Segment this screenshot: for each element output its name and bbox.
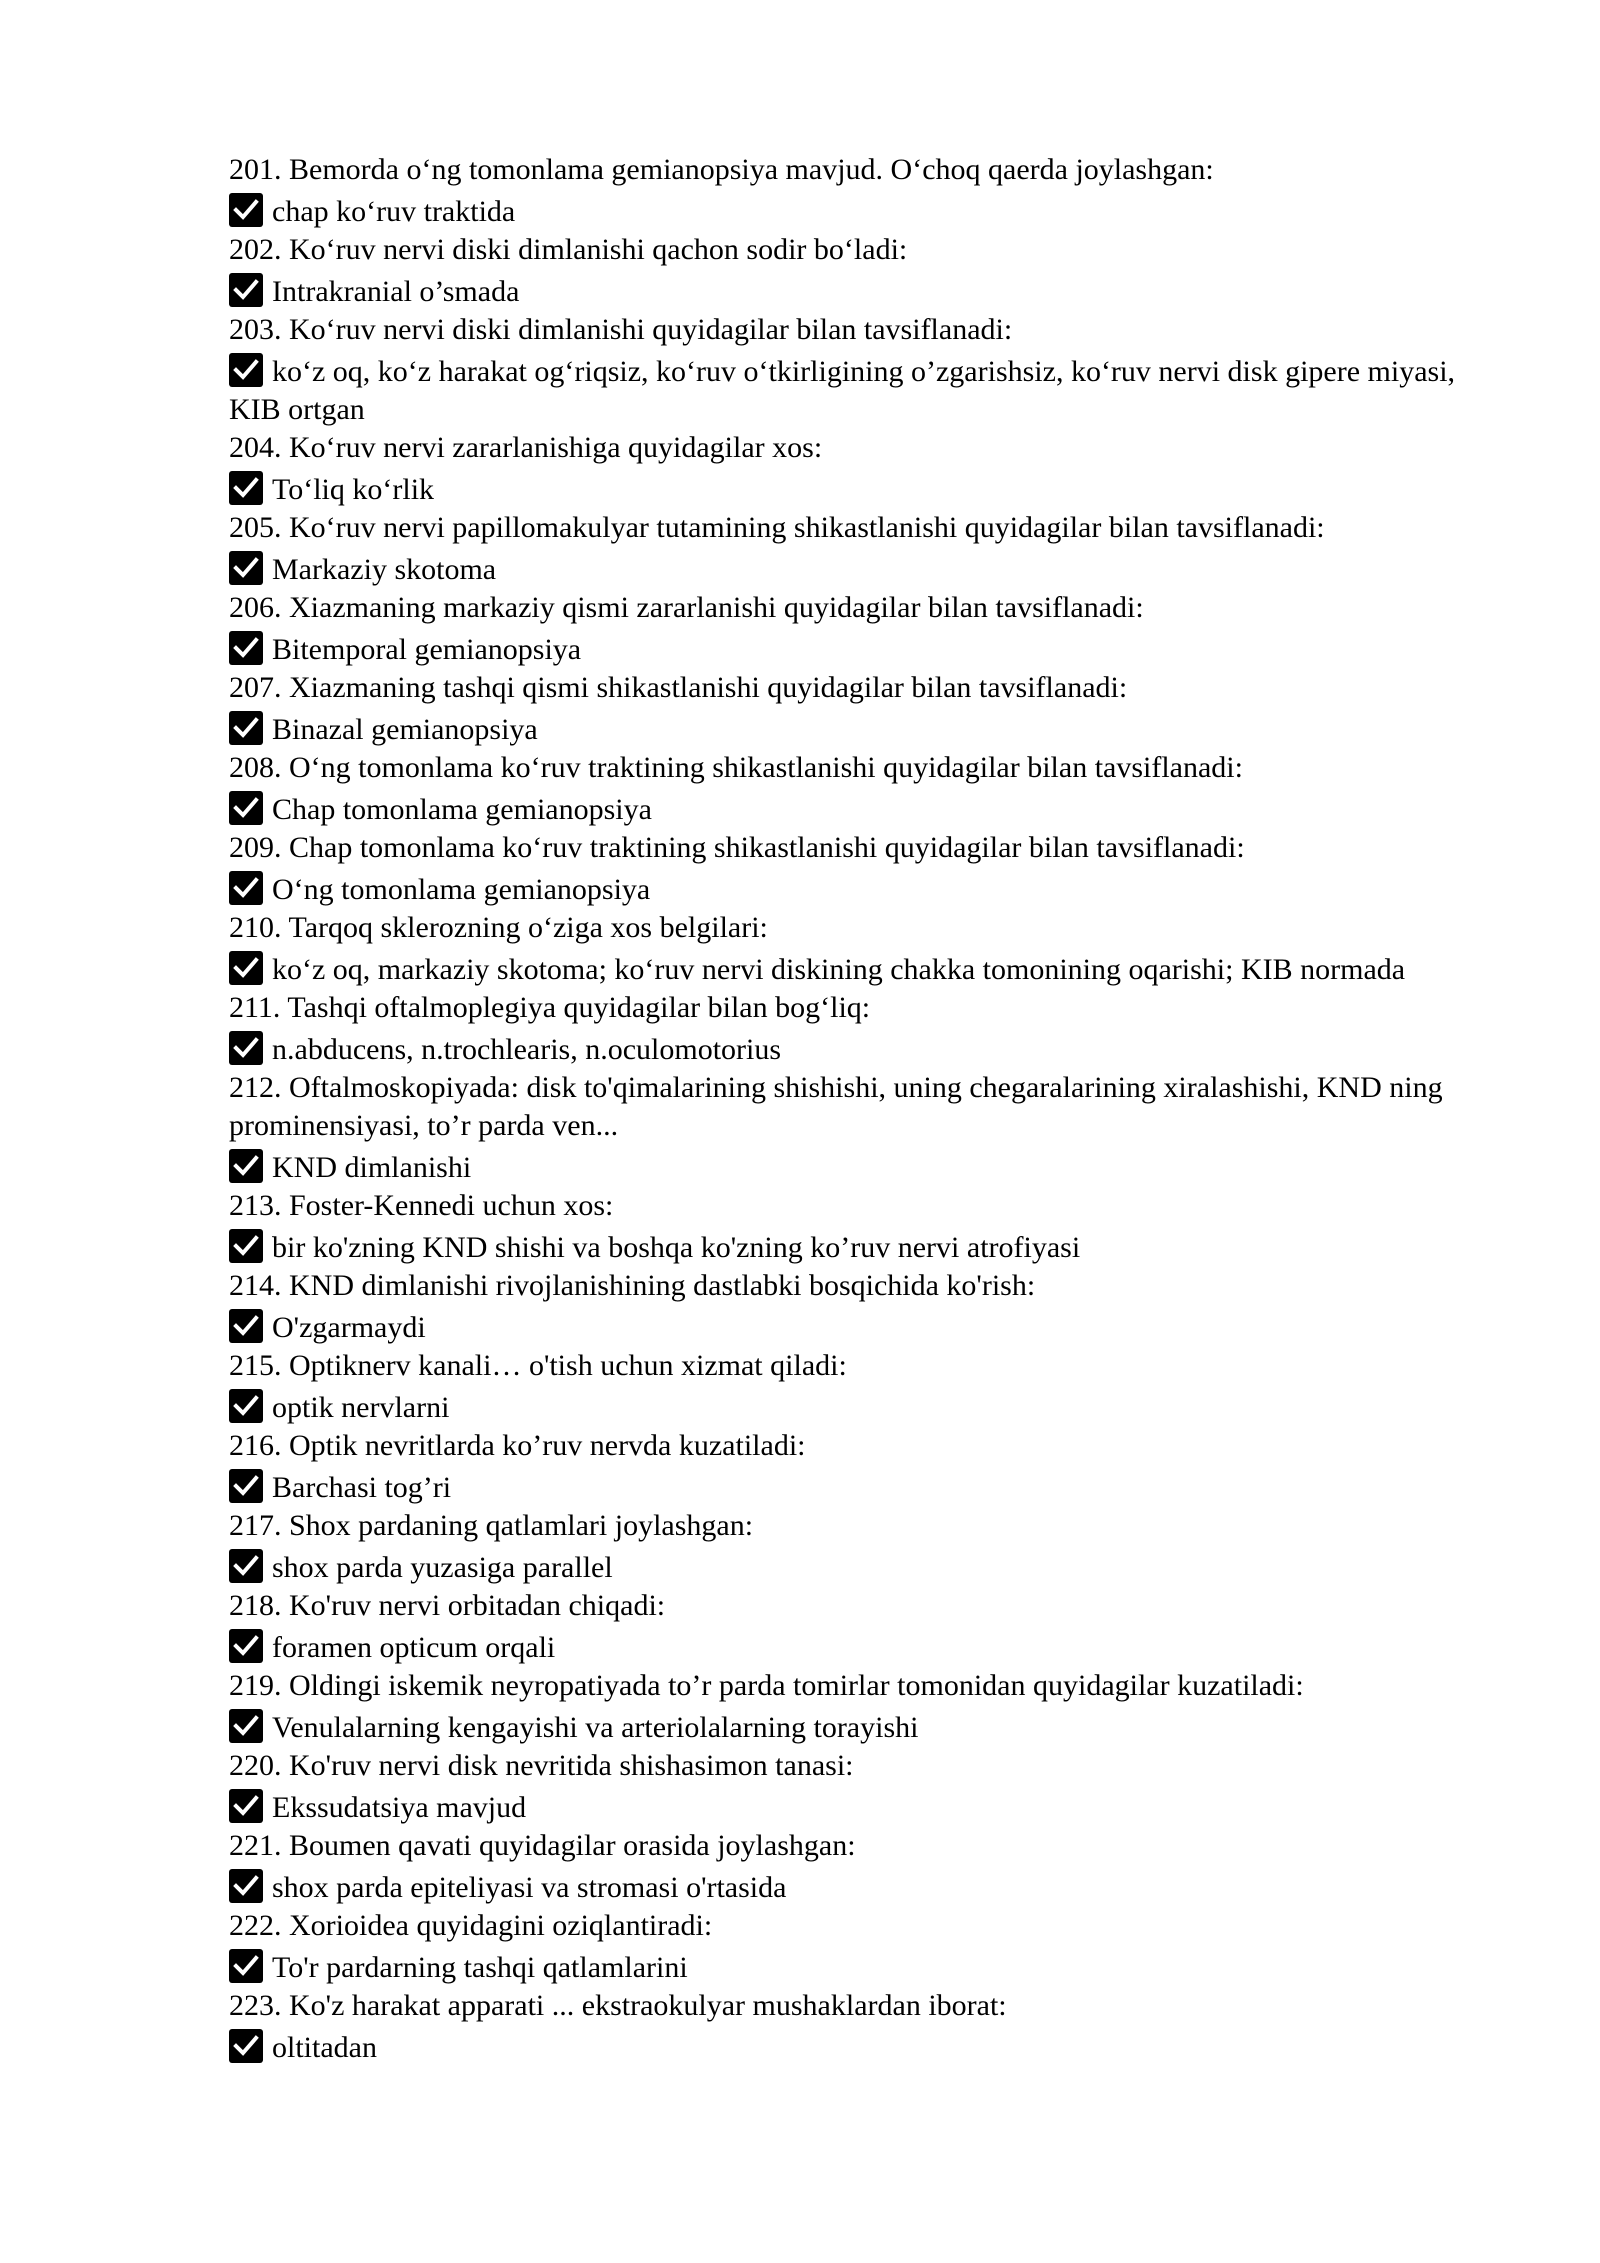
qa-item: [229, 829, 1489, 909]
answer-text: foramen opticum orqali: [272, 1631, 556, 1664]
checkbox-checked-icon: [229, 951, 263, 985]
answer-line: [229, 951, 1489, 989]
qa-item: [229, 1747, 1489, 1827]
answer-text: shox parda yuzasiga parallel: [272, 1551, 613, 1584]
qa-item: [229, 589, 1489, 669]
qa-item: [229, 1427, 1489, 1507]
question-text: 212. Oftalmoskopiyada: disk to'qimalarining shishishi, uning chegaralarining xiralashishi, KND ning prominensiyasi, to’r parda ven...: [229, 1071, 1443, 1142]
answer-text: oltitadan: [272, 2031, 377, 2064]
question-text: 203. Ko‘ruv nervi diski dimlanishi quyidagilar bilan tavsiflanadi:: [229, 313, 1013, 346]
question-text: 217. Shox pardaning qatlamlari joylashgan:: [229, 1509, 754, 1542]
qa-item: [229, 429, 1489, 509]
answer-text: KND dimlanishi: [272, 1151, 472, 1184]
checkbox-checked-icon: [229, 1549, 263, 1583]
checkbox-checked-icon: [229, 871, 263, 905]
qa-item: [229, 231, 1489, 311]
checkbox-checked-icon: [229, 631, 263, 665]
checkbox-checked-icon: [229, 193, 263, 227]
qa-item: [229, 1347, 1489, 1427]
document-page: [229, 151, 1489, 2067]
checkbox-checked-icon: [229, 1309, 263, 1343]
checkbox-checked-icon: [229, 1031, 263, 1065]
checkbox-checked-icon: [229, 1869, 263, 1903]
answer-text: Venulalarning kengayishi va arteriolalarning torayishi: [272, 1711, 919, 1744]
question-text: 216. Optik nevritlarda ko’ruv nervda kuzatiladi:: [229, 1429, 806, 1462]
answer-text: Intrakranial o’smada: [272, 275, 520, 308]
answer-text: Chap tomonlama gemianopsiya: [272, 793, 652, 826]
qa-item: [229, 1507, 1489, 1587]
question-text: 201. Bemorda o‘ng tomonlama gemianopsiya mavjud. O‘choq qaerda joylashgan:: [229, 153, 1214, 186]
qa-item: [229, 1587, 1489, 1667]
question-text: 219. Oldingi iskemik neyropatiyada to’r parda tomirlar tomonidan quyidagilar kuzatiladi:: [229, 1669, 1304, 1702]
answer-line: [229, 1469, 1489, 1507]
question-text: 210. Tarqoq sklerozning o‘ziga xos belgilari:: [229, 911, 768, 944]
qa-item: [229, 151, 1489, 231]
qa-item: [229, 1827, 1489, 1907]
answer-line: [229, 1309, 1489, 1347]
answer-text: shox parda epiteliyasi va stromasi o'rtasida: [272, 1871, 787, 1904]
checkbox-checked-icon: [229, 711, 263, 745]
qa-item: [229, 909, 1489, 989]
answer-text: O'zgarmaydi: [272, 1311, 426, 1344]
question-text: 223. Ko'z harakat apparati ... ekstraokulyar mushaklardan iborat:: [229, 1989, 1007, 2022]
answer-line: [229, 1389, 1489, 1427]
answer-text: Bitemporal gemianopsiya: [272, 633, 582, 666]
checkbox-checked-icon: [229, 2029, 263, 2063]
answer-text: To‘liq ko‘rlik: [272, 473, 435, 506]
answer-text: n.abducens, n.trochlearis, n.oculomotorius: [272, 1033, 782, 1066]
question-text: 213. Foster-Kennedi uchun xos:: [229, 1189, 614, 1222]
question-text: 208. O‘ng tomonlama ko‘ruv traktining shikastlanishi quyidagilar bilan tavsiflanadi:: [229, 751, 1243, 784]
answer-line: [229, 791, 1489, 829]
question-text: 221. Boumen qavati quyidagilar orasida joylashgan:: [229, 1829, 856, 1862]
answer-line: [229, 353, 1489, 429]
answer-text: O‘ng tomonlama gemianopsiya: [272, 873, 651, 906]
answer-text: ko‘z oq, ko‘z harakat og‘riqsiz, ko‘ruv o‘tkirligining o’zgarishsiz, ko‘ruv nervi disk gipere miyasi, KIB ortgan: [229, 355, 1456, 426]
question-text: 202. Ko‘ruv nervi diski dimlanishi qachon sodir bo‘ladi:: [229, 233, 908, 266]
answer-line: [229, 1229, 1489, 1267]
checkbox-checked-icon: [229, 1389, 263, 1423]
checkbox-checked-icon: [229, 1789, 263, 1823]
question-text: 220. Ko'ruv nervi disk nevritida shishasimon tanasi:: [229, 1749, 854, 1782]
question-text: 207. Xiazmaning tashqi qismi shikastlanishi quyidagilar bilan tavsiflanadi:: [229, 671, 1128, 704]
answer-line: [229, 711, 1489, 749]
answer-text: ko‘z oq, markaziy skotoma; ko‘ruv nervi diskining chakka tomonining oqarishi; KIB normada: [272, 953, 1406, 986]
question-text: 218. Ko'ruv nervi orbitadan chiqadi:: [229, 1589, 666, 1622]
question-text: 206. Xiazmaning markaziy qismi zararlanishi quyidagilar bilan tavsiflanadi:: [229, 591, 1144, 624]
checkbox-checked-icon: [229, 1629, 263, 1663]
answer-text: Ekssudatsiya mavjud: [272, 1791, 527, 1824]
answer-line: [229, 1149, 1489, 1187]
qa-item: [229, 1987, 1489, 2067]
checkbox-checked-icon: [229, 551, 263, 585]
checkbox-checked-icon: [229, 1469, 263, 1503]
answer-line: [229, 1629, 1489, 1667]
checkbox-checked-icon: [229, 273, 263, 307]
answer-text: bir ko'zning KND shishi va boshqa ko'zning ko’ruv nervi atrofiyasi: [272, 1231, 1081, 1264]
answer-line: [229, 193, 1489, 231]
question-text: 211. Tashqi oftalmoplegiya quyidagilar bilan bog‘liq:: [229, 991, 871, 1024]
answer-line: [229, 551, 1489, 589]
qa-item: [229, 1667, 1489, 1747]
qa-item: [229, 1069, 1489, 1187]
answer-text: Binazal gemianopsiya: [272, 713, 538, 746]
question-text: 204. Ko‘ruv nervi zararlanishiga quyidagilar xos:: [229, 431, 823, 464]
answer-line: [229, 1549, 1489, 1587]
answer-text: Markaziy skotoma: [272, 553, 497, 586]
answer-line: [229, 1031, 1489, 1069]
checkbox-checked-icon: [229, 1949, 263, 1983]
qa-item: [229, 1267, 1489, 1347]
qa-item: [229, 749, 1489, 829]
answer-text: Barchasi tog’ri: [272, 1471, 452, 1504]
answer-line: [229, 273, 1489, 311]
qa-item: [229, 1907, 1489, 1987]
qa-item: [229, 311, 1489, 429]
answer-line: [229, 1789, 1489, 1827]
qa-item: [229, 989, 1489, 1069]
question-text: 222. Xorioidea quyidagini oziqlantiradi:: [229, 1909, 713, 1942]
answer-line: [229, 1949, 1489, 1987]
checkbox-checked-icon: [229, 1229, 263, 1263]
answer-text: optik nervlarni: [272, 1391, 450, 1424]
question-text: 209. Chap tomonlama ko‘ruv traktining shikastlanishi quyidagilar bilan tavsiflanadi:: [229, 831, 1245, 864]
checkbox-checked-icon: [229, 353, 263, 387]
checkbox-checked-icon: [229, 791, 263, 825]
qa-item: [229, 1187, 1489, 1267]
question-text: 214. KND dimlanishi rivojlanishining dastlabki bosqichida ko'rish:: [229, 1269, 1036, 1302]
answer-line: [229, 2029, 1489, 2067]
answer-line: [229, 471, 1489, 509]
checkbox-checked-icon: [229, 471, 263, 505]
answer-line: [229, 1709, 1489, 1747]
answer-line: [229, 1869, 1489, 1907]
question-text: 215. Optiknerv kanali… o'tish uchun xizmat qiladi:: [229, 1349, 847, 1382]
answer-text: chap ko‘ruv traktida: [272, 195, 516, 228]
qa-item: [229, 509, 1489, 589]
checkbox-checked-icon: [229, 1149, 263, 1183]
answer-line: [229, 631, 1489, 669]
qa-item: [229, 669, 1489, 749]
answer-line: [229, 871, 1489, 909]
answer-text: To'r pardarning tashqi qatlamlarini: [272, 1951, 688, 1984]
checkbox-checked-icon: [229, 1709, 263, 1743]
question-text: 205. Ko‘ruv nervi papillomakulyar tutamining shikastlanishi quyidagilar bilan tavsiflanadi:: [229, 511, 1325, 544]
